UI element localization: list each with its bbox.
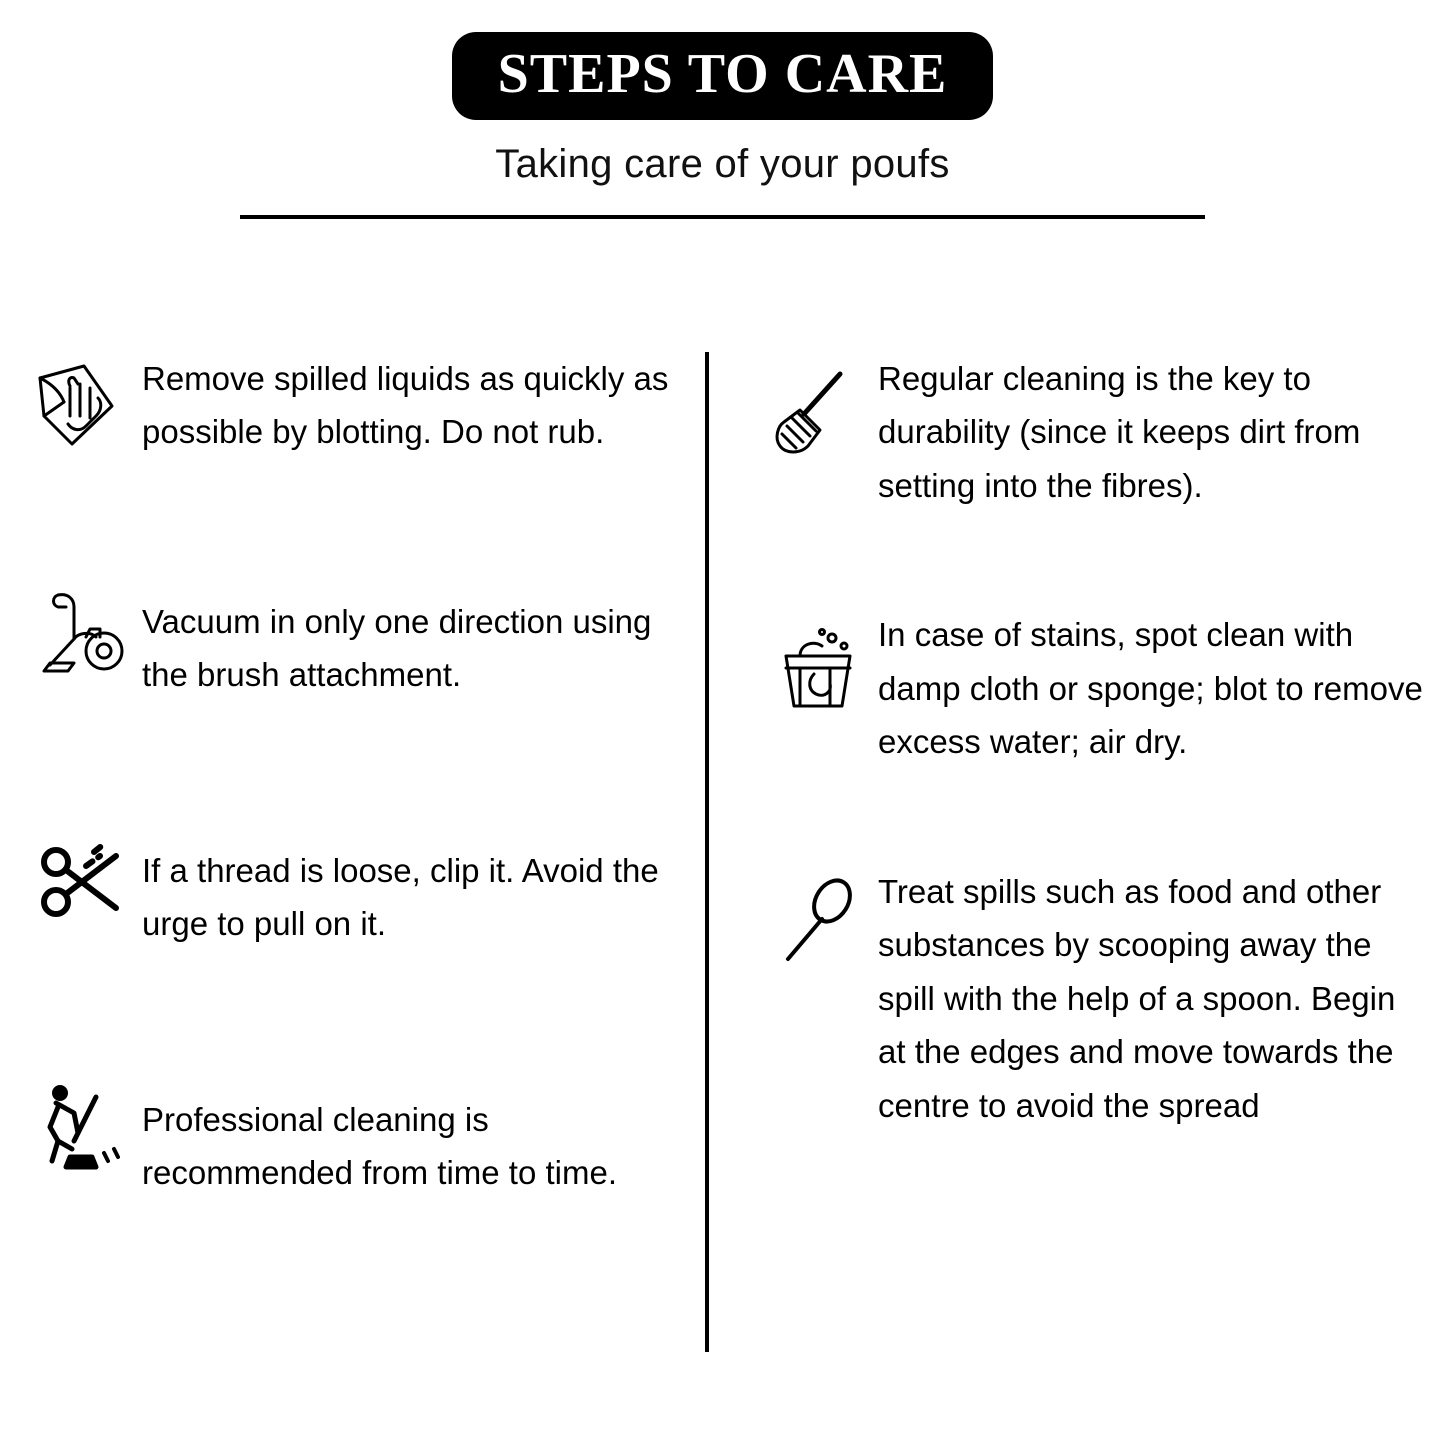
tip-item: [22, 352, 688, 459]
page-header: [0, 0, 1445, 219]
cloth-wipe-icon: [22, 352, 142, 454]
tip-item: [22, 1069, 688, 1200]
page-subtitle: Taking care of your poufs: [495, 142, 950, 186]
spoon-icon: [758, 865, 878, 971]
tip-text: Professional cleaning is recommended from time to time.: [142, 1100, 617, 1192]
professional-cleaner-icon: [22, 1069, 142, 1175]
bucket-mop-icon: [758, 608, 878, 718]
tip-text: Vacuum in only one direction using the brush attachment.: [142, 602, 652, 694]
right-column: [706, 352, 1445, 1318]
tip-item: [22, 577, 688, 702]
left-column: [0, 352, 706, 1318]
tip-item: [758, 865, 1427, 1132]
tip-item: [758, 608, 1427, 768]
tip-text: In case of stains, spot clean with damp cloth or sponge; blot to remove excess water; air dry.: [878, 616, 1423, 761]
tip-text: If a thread is loose, clip it. Avoid the urge to pull on it.: [142, 851, 659, 943]
header-divider: [240, 215, 1205, 219]
tip-text: Regular cleaning is the key to durability (since it keeps dirt from setting into the fibres).: [878, 360, 1361, 504]
broom-icon: [758, 352, 878, 462]
tip-item: [758, 352, 1427, 512]
tip-text: Remove spilled liquids as quickly as possible by blotting. Do not rub.: [142, 360, 669, 451]
page-title: STEPS TO CARE: [452, 32, 994, 120]
tip-item: [22, 820, 688, 951]
tip-text: Treat spills such as food and other substances by scooping away the spill with the help of a spoon. Begin at the edges and move towards the centre to avoid the spread: [878, 872, 1396, 1124]
scissors-icon: [22, 820, 142, 928]
vacuum-cleaner-icon: [22, 577, 142, 681]
tips-columns: [0, 352, 1445, 1318]
